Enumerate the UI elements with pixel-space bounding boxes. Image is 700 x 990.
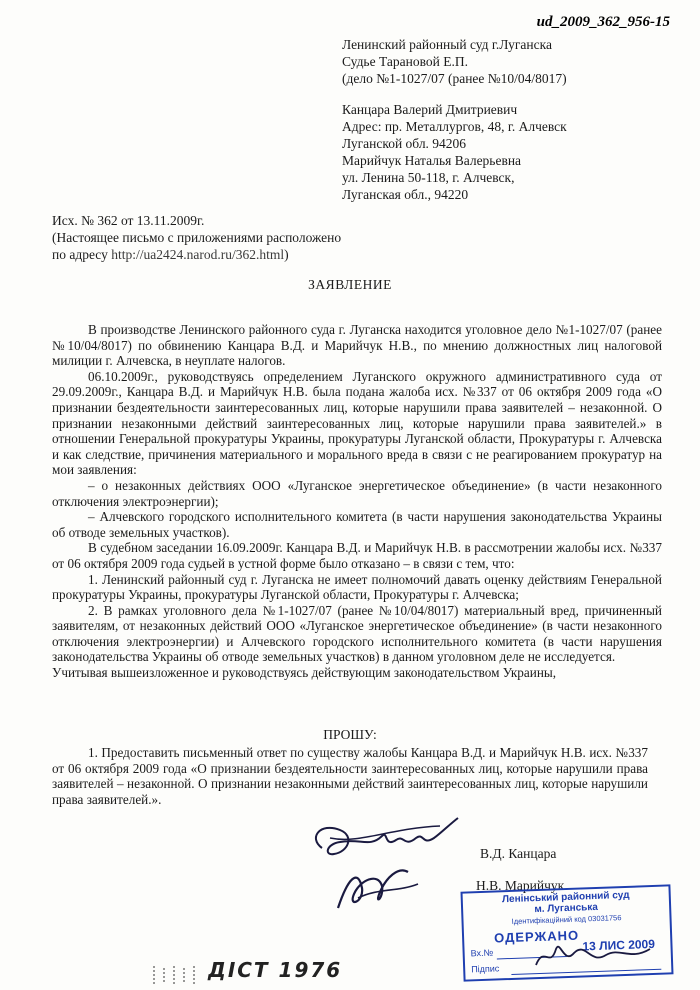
document-title: ЗАЯВЛЕНИЕ bbox=[308, 277, 392, 292]
request-item: 1. Предоставить письменный ответ по существу жалобы Канцара В.Д. и Марийчук Н.В. исх. №337 от 06 октября 2009 года «О признании бездеятельности заинтересованных лиц, которые нарушили права заявителей – незаконной. О признании незаконными действий заинтересованных лиц, которые нарушили права заявителей.». bbox=[52, 745, 648, 807]
signatory-kantsara: В.Д. Канцара bbox=[480, 846, 557, 861]
paragraph: 06.10.2009г., руководствуясь определением Луганского окружного административного суда от 29.09.2009г., Канцара В.Д. и Марийчук Н.В. была подана жалоба исх. №337 от 06 октября 2009 года «О признании бездеятельности заинтересованных лиц, которые нарушили права заявителей – незаконной. О признании незаконными действий заинтересованных лиц, которые нарушили права заявителей.» в отношении Генеральной прокуратуры Украины, прокуратуры Луганской области, Прокуратуры г. Алчевска и как следствие, причинения материального и морального вреда в связи с не реагированием прокуратур на мои заявления: bbox=[52, 368, 662, 478]
paragraph: В производстве Ленинского районного суда г. Луганска находится уголовное дело №1-1027/07 (ранее №10/04/8017) по обвинению Канцара В.Д. и Марийчук Н.В., по мнению должностных лиц налоговой милиции г. Алчевска, в неуплате налогов. bbox=[52, 322, 662, 369]
outgoing-address-suffix: ) bbox=[284, 247, 289, 262]
stamp-handwritten-signature bbox=[530, 935, 660, 975]
paragraph: В судебном заседании 16.09.2009г. Канцара В.Д. и Марийчук Н.В. в рассмотрении жалобы исх. №337 от 06 октября 2009 года судьей в устной форме было отказано – в связи с тем, что: bbox=[52, 540, 662, 571]
stamp-id-code: Ідентифікаційний код 03031756 bbox=[511, 913, 622, 926]
paragraph: 1. Ленинский районный суд г. Луганска не имеет полномочий давать оценку действиям Генеральной прокуратуры Украины, прокуратуры Луганской области, Прокуратуры г. Алчевска; bbox=[52, 571, 662, 603]
paragraph: 2. В рамках уголовного дела №1-1027/07 (ранее №10/04/8017) материальный вред, причиненный заявителям, от незаконных действий ООО «Луганское энергетическое объединение» (в части незаконного отключения электроэнергии) и Алчевского городского исполнительного комитета (в части нарушения законодательства Украины об отводе земельных участков) в данном уголовном деле не исследуется. bbox=[52, 602, 662, 665]
addressee-judge: Судье Тарановой Е.П. bbox=[342, 54, 468, 69]
sender-region-2: Луганская обл., 94220 bbox=[342, 187, 469, 202]
paragraph: – Алчевского городского исполнительного комитета (в части нарушения законодательства Украины об отводе земельных участков). bbox=[52, 509, 662, 540]
outgoing-address bbox=[52, 246, 341, 263]
stamp-date: 13 ЛИС 2009 bbox=[582, 936, 656, 954]
addressee-case: (дело №1-1027/07 (ранее №10/04/8017) bbox=[342, 71, 567, 86]
sender-block bbox=[342, 101, 567, 203]
handwritten-note: ДІСТ 1976 bbox=[208, 958, 343, 982]
signatory-mariychuk: Н.В. Марийчук bbox=[476, 878, 565, 893]
outgoing-address-prefix: по адресу bbox=[52, 247, 112, 262]
addressee-block bbox=[342, 36, 567, 87]
paragraph: Учитывая вышеизложенное и руководствуясь действующим законодательством Украины, bbox=[52, 665, 557, 681]
outgoing-reference bbox=[52, 212, 341, 263]
sender-name-2: Марийчук Наталья Валерьевна bbox=[342, 153, 522, 168]
statement-body bbox=[52, 322, 662, 681]
document-id: ud_2009_362_956-15 bbox=[536, 14, 670, 30]
outgoing-url-link[interactable]: http://ua2424.narod.ru/362.html bbox=[111, 247, 285, 262]
request-body bbox=[52, 745, 648, 807]
stamp-received-label: ОДЕРЖАНО bbox=[493, 927, 580, 946]
stamp-city: м. Луганська bbox=[534, 901, 599, 916]
addressee-court: Ленинский районный суд г.Луганска bbox=[342, 37, 552, 52]
sender-address-2: ул. Ленина 50-118, г. Алчевск, bbox=[342, 170, 515, 185]
sender-region-1: Луганской обл. 94206 bbox=[342, 136, 467, 151]
stamp-signature-label: Підпис bbox=[471, 963, 500, 975]
stamp-court-name: Ленінський районний суд bbox=[501, 889, 630, 906]
sender-address-1: Адрес: пр. Металлургов, 48, г. Алчевск bbox=[342, 119, 567, 134]
signature-mariychuk bbox=[318, 858, 438, 918]
outgoing-number: Исх. № 362 от 13.11.2009г. bbox=[52, 213, 205, 228]
request-title: ПРОШУ: bbox=[323, 727, 377, 742]
stamp-incoming-number-label: Вх.№ bbox=[470, 947, 494, 959]
paragraph: – о незаконных действиях ООО «Луганское энергетическое объединение» (в части незаконного отключения электроэнергии); bbox=[52, 477, 662, 509]
sender-name-1: Канцара Валерий Дмитриевич bbox=[342, 102, 518, 117]
outgoing-note: (Настоящее письмо с приложениями расположено bbox=[52, 230, 342, 245]
